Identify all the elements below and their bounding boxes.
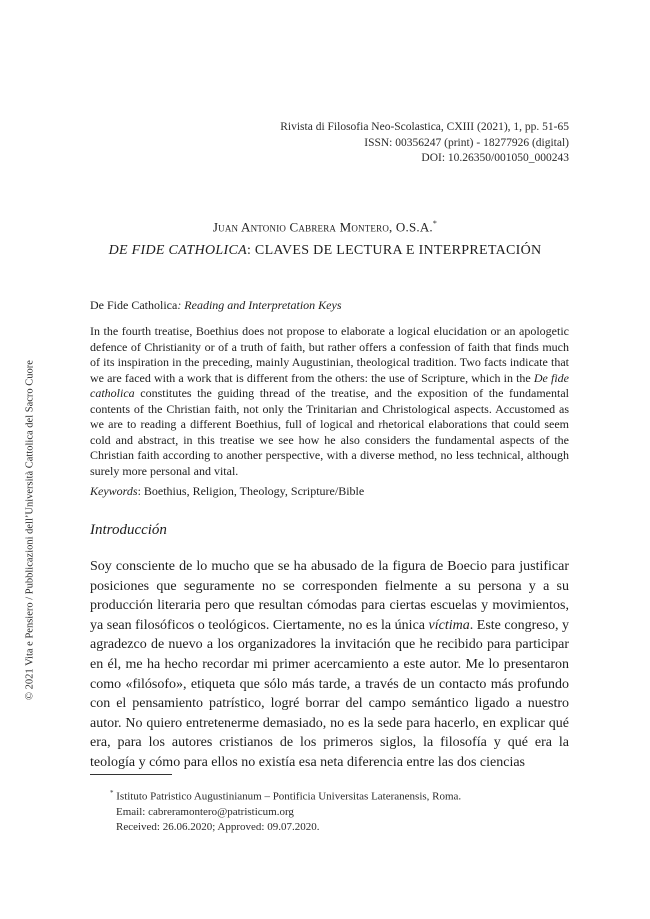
body-italic: víctima (428, 617, 470, 633)
english-title-plain: De Fide Catholica (90, 298, 178, 312)
footnote-affiliation: Istituto Patristico Augustinianum – Pontificia Universitas Lateranensis, Roma. (116, 790, 462, 803)
journal-citation: Rivista di Filosofia Neo-Scolastica, CXIII (2021), 1, pp. 51-65 (280, 121, 569, 133)
keywords (90, 484, 569, 499)
keywords-label: Keywords (90, 484, 138, 498)
footnote-dates: Received: 26.06.2020; Approved: 09.07.2020. (116, 820, 320, 833)
footnote-divider (90, 774, 172, 775)
footnote (110, 786, 462, 835)
author-footnote-marker: * (432, 219, 438, 228)
body-paragraph (90, 557, 569, 773)
keywords-values: : Boethius, Religion, Theology, Scripture/Bible (137, 484, 365, 498)
english-title (90, 298, 569, 313)
abstract-part-2: constitutes the guiding thread of the treatise, and the exposition of the fundamental contents of the Christian faith, not only the Trinitarian and Christological aspects. Accustomed as we are to reading a different Boethius, full of logical and rhetorical elaborations that could seem cold and abstract, in this treatise we see how he also considers the fundamental aspects of the Christian faith according to another perspective, with a diverse method, no less technical, although surely more personal and vital. (90, 386, 569, 478)
author-line (0, 219, 650, 235)
section-heading: Introducción (90, 522, 167, 538)
author-name: Juan Antonio Cabrera Montero, O.S.A. (212, 219, 433, 235)
journal-header (280, 120, 569, 167)
abstract-italic: De fide catholica (90, 370, 569, 400)
footnote-marker: * (110, 789, 114, 797)
abstract-part-1: In the fourth treatise, Boethius does not propose to elaborate a logical elucidation or an apologetic defence of Christianity or of a truth of faith, but rather offers a confession of faith that finds much of its inspiration in the preceding, mainly Augustinian, theological tradition. Two facts indicate that we are faced with a work that is different from the others: the use of Scripture, which in the (90, 324, 569, 385)
body-part-2: . Este congreso, y agradezco de nuevo a los organizadores la invitación que he recibido para participar en él, me ha hecho recordar mi primer acercamiento a este autor. Me lo presentaron como «filósofo», etiqueta que sólo más tarde, a través de un contacto más profundo con el pensamiento patrístico, logré borrar del campo semántico ligado a nuestro autor. No quiero entretenerme demasiado, no es la sede para hacerlo, en explicar qué era, para los autores cristianos de los primeros siglos, la filosofía y qué era la teología y cómo para ellos no existía esa neta diferencia entre las dos ciencias (90, 617, 569, 770)
article-title-rest: : CLAVES DE LECTURA E INTERPRETACIÓN (246, 243, 542, 258)
body-part-1: Soy consciente de lo mucho que se ha abusado de la figura de Boecio para justificar posiciones que seguramente no se corresponden fielmente a su persona y a su producción literaria pero que resultan cómodas para ciertas escuelas y movimientos, ya sean filosóficos o teológicos. Ciertamente, no es la única (90, 559, 569, 633)
journal-doi: DOI: 10.26350/001050_000243 (421, 152, 569, 164)
english-title-italic: : Reading and Interpretation Keys (177, 298, 342, 312)
copyright-side-note: © 2021 Vita e Pensiero / Pubblicazioni dell’Università Cattolica del Sacro Cuore (24, 360, 36, 700)
journal-issn: ISSN: 00356247 (print) - 18277926 (digital) (364, 136, 569, 149)
abstract (90, 324, 569, 479)
footnote-affiliation-line (110, 786, 462, 805)
article-title-italic: DE FIDE CATHOLICA (108, 243, 247, 258)
footnote-email: Email: cabreramontero@patristicum.org (116, 805, 294, 818)
article-title (0, 243, 650, 259)
